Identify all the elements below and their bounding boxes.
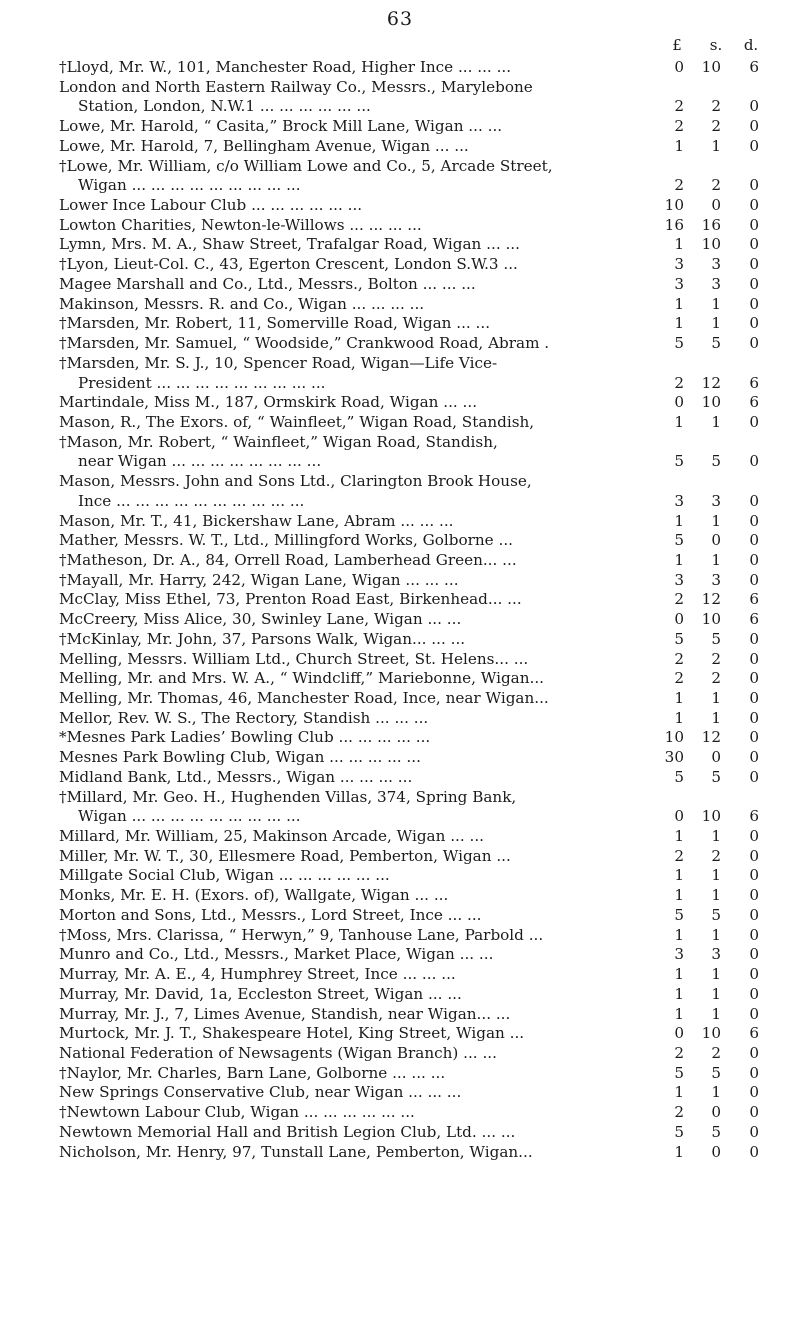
pence-amount: 6 — [749, 393, 759, 412]
list-item — [0, 314, 800, 334]
pence-amount: 0 — [749, 412, 759, 431]
shillings-amount: 5 — [711, 1122, 721, 1141]
entry-text: Mather, Messrs. W. T., Ltd., Millingford Works, Golborne ... — [59, 531, 513, 550]
entry-text: President ... ... ... ... ... ... ... ... ... — [78, 373, 326, 392]
pounds-amount: 2 — [674, 1103, 684, 1122]
pounds-amount: 3 — [674, 570, 684, 589]
entry-text: Millard, Mr. William, 25, Makinson Arcade, Wigan ... ... — [59, 827, 485, 846]
pounds-amount: 1 — [674, 708, 684, 727]
pence-amount: 0 — [749, 984, 759, 1003]
shillings-amount: 0 — [711, 748, 721, 767]
pounds-amount: 3 — [674, 255, 684, 274]
shillings-amount: 3 — [711, 491, 721, 510]
pounds-amount: 1 — [674, 866, 684, 885]
entry-text: Lymn, Mrs. M. A., Shaw Street, Trafalgar Road, Wigan ... ... — [59, 235, 520, 254]
pence-amount: 0 — [749, 846, 759, 865]
list-item — [0, 768, 800, 788]
pounds-amount: 2 — [674, 97, 684, 116]
pounds-amount: 1 — [674, 235, 684, 254]
pence-amount: 0 — [749, 669, 759, 688]
pence-amount: 0 — [749, 728, 759, 747]
entry-text: †Millard, Mr. Geo. H., Hughenden Villas, 374, Spring Bank, — [59, 787, 517, 806]
entry-text: Mesnes Park Bowling Club, Wigan ... ... ... ... ... — [59, 748, 421, 767]
list-item — [0, 985, 800, 1005]
shillings-amount: 10 — [701, 58, 721, 76]
entry-text: Murray, Mr. J., 7, Limes Avenue, Standish, near Wigan... ... — [59, 1004, 511, 1023]
pounds-amount: 1 — [674, 984, 684, 1003]
entry-text: †Naylor, Mr. Charles, Barn Lane, Golborne ... ... ... — [59, 1063, 446, 1082]
pounds-amount: 1 — [674, 1083, 684, 1102]
entry-text: †McKinlay, Mr. John, 37, Parsons Walk, Wigan... ... ... — [59, 629, 466, 648]
shillings-amount: 5 — [711, 629, 721, 648]
entry-text: †Marsden, Mr. Robert, 11, Somerville Road, Wigan ... ... — [59, 314, 491, 333]
pounds-amount: 1 — [674, 925, 684, 944]
pounds-amount: 0 — [674, 393, 684, 412]
shillings-amount: 2 — [711, 669, 721, 688]
entry-text: National Federation of Newsagents (Wigan Branch) ... ... — [59, 1043, 497, 1062]
pounds-amount: 5 — [674, 452, 684, 471]
pounds-amount: 1 — [674, 511, 684, 530]
shillings-amount: 0 — [711, 1103, 721, 1122]
shillings-header: s. — [709, 36, 723, 54]
pence-amount: 0 — [749, 925, 759, 944]
pence-amount: 0 — [749, 767, 759, 786]
entry-text: †Marsden, Mr. S. J., 10, Spencer Road, Wigan—Life Vice- — [59, 353, 498, 372]
entry-text: Murtock, Mr. J. T., Shakespeare Hotel, King Street, Wigan ... — [59, 1024, 525, 1043]
shillings-amount: 12 — [701, 590, 721, 609]
page-number: 63 — [386, 8, 414, 30]
entry-text: near Wigan ... ... ... ... ... ... ... ... — [78, 452, 322, 471]
list-item — [0, 275, 800, 295]
pence-amount: 0 — [749, 334, 759, 353]
list-item — [0, 117, 800, 137]
pence-amount: 0 — [749, 1103, 759, 1122]
shillings-amount: 10 — [701, 1024, 721, 1043]
shillings-amount: 1 — [711, 866, 721, 885]
pence-amount: 0 — [749, 570, 759, 589]
pounds-amount: 5 — [674, 767, 684, 786]
pounds-amount: 3 — [674, 945, 684, 964]
pounds-amount: 1 — [674, 294, 684, 313]
list-item — [0, 78, 800, 98]
pence-amount: 6 — [749, 807, 759, 826]
shillings-amount: 2 — [711, 97, 721, 116]
list-item — [0, 1123, 800, 1143]
list-item — [0, 413, 800, 433]
shillings-amount: 3 — [711, 255, 721, 274]
entry-text: Nicholson, Mr. Henry, 97, Tunstall Lane, Pemberton, Wigan... — [59, 1142, 533, 1161]
pence-amount: 0 — [749, 905, 759, 924]
entry-text: Lowe, Mr. Harold, 7, Bellingham Avenue, Wigan ... ... — [59, 136, 469, 155]
shillings-amount: 2 — [711, 846, 721, 865]
list-item — [0, 610, 800, 630]
pence-amount: 0 — [749, 649, 759, 668]
pounds-amount: 5 — [674, 1063, 684, 1082]
pounds-amount: 1 — [674, 412, 684, 431]
shillings-amount: 2 — [711, 117, 721, 136]
pounds-amount: 3 — [674, 491, 684, 510]
shillings-amount: 5 — [711, 334, 721, 353]
pounds-amount: 0 — [674, 610, 684, 629]
shillings-amount: 1 — [711, 1004, 721, 1023]
shillings-amount: 5 — [711, 452, 721, 471]
entry-text: Mason, Mr. T., 41, Bickershaw Lane, Abram ... ... ... — [59, 511, 454, 530]
pence-amount: 6 — [749, 610, 759, 629]
shillings-amount: 1 — [711, 708, 721, 727]
pence-amount: 0 — [749, 511, 759, 530]
entry-text: McClay, Miss Ethel, 73, Prenton Road East, Birkenhead... ... — [59, 590, 522, 609]
entry-text: Mellor, Rev. W. S., The Rectory, Standish ... ... ... — [59, 708, 429, 727]
entry-text: *Mesnes Park Ladies’ Bowling Club ... ... ... ... ... — [59, 728, 431, 747]
list-item — [0, 866, 800, 886]
entry-text: McCreery, Miss Alice, 30, Swinley Lane, Wigan ... ... — [59, 610, 462, 629]
shillings-amount: 1 — [711, 550, 721, 569]
shillings-amount: 2 — [711, 1043, 721, 1062]
shillings-amount: 1 — [711, 1083, 721, 1102]
entry-text: Magee Marshall and Co., Ltd., Messrs., Bolton ... ... ... — [59, 274, 476, 293]
list-item — [0, 433, 800, 453]
list-item — [0, 669, 800, 689]
list-item — [0, 571, 800, 591]
pounds-amount: 0 — [674, 58, 684, 76]
shillings-amount: 0 — [711, 196, 721, 215]
entry-text: †Moss, Mrs. Clarissa, “ Herwyn,” 9, Tanhouse Lane, Parbold ... — [59, 925, 544, 944]
entry-text: Martindale, Miss M., 187, Ormskirk Road, Wigan ... ... — [59, 393, 478, 412]
entry-text: Mason, R., The Exors. of, “ Wainfleet,” Wigan Road, Standish, — [59, 412, 535, 431]
pence-amount: 0 — [749, 965, 759, 984]
list-item — [0, 728, 800, 748]
pounds-amount: 2 — [674, 1043, 684, 1062]
pence-amount: 0 — [749, 629, 759, 648]
pence-amount: 6 — [749, 58, 759, 76]
entry-text: †Lloyd, Mr. W., 101, Manchester Road, Higher Ince ... ... ... — [59, 58, 512, 76]
list-item — [0, 827, 800, 847]
list-item — [0, 1005, 800, 1025]
shillings-amount: 2 — [711, 176, 721, 195]
entry-text: Melling, Mr. Thomas, 46, Manchester Road, Ince, near Wigan... — [59, 689, 549, 707]
list-item — [0, 709, 800, 729]
pence-amount: 0 — [749, 215, 759, 234]
list-item — [0, 945, 800, 965]
pounds-amount: 5 — [674, 531, 684, 550]
pence-amount: 0 — [749, 689, 759, 707]
shillings-amount: 10 — [701, 393, 721, 412]
pence-amount: 6 — [749, 1024, 759, 1043]
shillings-amount: 1 — [711, 689, 721, 707]
entry-text: †Marsden, Mr. Samuel, “ Woodside,” Crankwood Road, Abram . — [59, 334, 550, 353]
pence-amount: 0 — [749, 97, 759, 116]
pence-amount: 0 — [749, 1063, 759, 1082]
pence-amount: 0 — [749, 274, 759, 293]
pence-amount: 0 — [749, 491, 759, 510]
pounds-amount: 2 — [674, 649, 684, 668]
pence-amount: 0 — [749, 1043, 759, 1062]
list-item — [0, 216, 800, 236]
list-item — [0, 906, 800, 926]
pounds-amount: 2 — [674, 176, 684, 195]
pence-amount: 0 — [749, 117, 759, 136]
pounds-amount: 5 — [674, 1122, 684, 1141]
list-item — [0, 689, 800, 709]
pence-amount: 0 — [749, 255, 759, 274]
list-item — [0, 472, 800, 492]
pounds-amount: 0 — [674, 1024, 684, 1043]
entry-text: Millgate Social Club, Wigan ... ... ... ... ... ... — [59, 866, 390, 885]
entry-text: Morton and Sons, Ltd., Messrs., Lord Street, Ince ... ... — [59, 905, 482, 924]
entry-text: Midland Bank, Ltd., Messrs., Wigan ... ... ... ... — [59, 767, 413, 786]
entry-text: †Lowe, Mr. William, c/o William Lowe and Co., 5, Arcade Street, — [59, 156, 553, 175]
pounds-amount: 1 — [674, 136, 684, 155]
entry-text: Murray, Mr. David, 1a, Eccleston Street, Wigan ... ... — [59, 984, 462, 1003]
pence-amount: 0 — [749, 748, 759, 767]
pence-amount: 0 — [749, 1083, 759, 1102]
list-item — [0, 235, 800, 255]
list-item — [0, 255, 800, 275]
pounds-amount: 3 — [674, 274, 684, 293]
entry-text: Murray, Mr. A. E., 4, Humphrey Street, Ince ... ... ... — [59, 965, 456, 984]
list-item — [0, 196, 800, 216]
pounds-amount: 1 — [674, 886, 684, 905]
pence-amount: 0 — [749, 235, 759, 254]
list-item — [0, 1083, 800, 1103]
shillings-amount: 0 — [711, 531, 721, 550]
entry-text: Lowton Charities, Newton-le-Willows ... ... ... ... — [59, 215, 422, 234]
list-item — [0, 926, 800, 946]
entry-text: †Newtown Labour Club, Wigan ... ... ... ... ... ... — [59, 1103, 415, 1122]
shillings-amount: 16 — [701, 215, 721, 234]
pence-amount: 0 — [749, 945, 759, 964]
pence-amount: 0 — [749, 827, 759, 846]
shillings-amount: 0 — [711, 1142, 721, 1161]
shillings-amount: 10 — [701, 610, 721, 629]
shillings-amount: 5 — [711, 905, 721, 924]
list-item — [0, 1024, 800, 1044]
pounds-amount: 2 — [674, 846, 684, 865]
pounds-amount: 10 — [664, 728, 684, 747]
entry-text: Monks, Mr. E. H. (Exors. of), Wallgate, Wigan ... ... — [59, 886, 449, 905]
list-item — [0, 886, 800, 906]
shillings-amount: 5 — [711, 767, 721, 786]
entry-text: †Matheson, Dr. A., 84, Orrell Road, Lamberhead Green... ... — [59, 550, 517, 569]
pounds-amount: 2 — [674, 669, 684, 688]
pounds-amount: 2 — [674, 373, 684, 392]
entry-text: Miller, Mr. W. T., 30, Ellesmere Road, Pemberton, Wigan ... — [59, 846, 511, 865]
list-item — [0, 551, 800, 571]
list-item — [0, 393, 800, 413]
shillings-amount: 1 — [711, 412, 721, 431]
pence-amount: 0 — [749, 1142, 759, 1161]
entry-text: Ince ... ... ... ... ... ... ... ... ... ... — [78, 491, 305, 510]
entry-text: Wigan ... ... ... ... ... ... ... ... ... — [78, 807, 301, 826]
pence-amount: 0 — [749, 1122, 759, 1141]
entry-text: Melling, Messrs. William Ltd., Church Street, St. Helens... ... — [59, 649, 529, 668]
list-item-continuation — [0, 807, 800, 827]
entry-text: †Mayall, Mr. Harry, 242, Wigan Lane, Wigan ... ... ... — [59, 570, 459, 589]
shillings-amount: 1 — [711, 984, 721, 1003]
list-item — [0, 157, 800, 177]
pence-amount: 6 — [749, 590, 759, 609]
pounds-amount: 5 — [674, 905, 684, 924]
pounds-amount: 0 — [674, 807, 684, 826]
entry-text: Mason, Messrs. John and Sons Ltd., Clarington Brook House, — [59, 472, 532, 491]
shillings-amount: 1 — [711, 925, 721, 944]
shillings-amount: 1 — [711, 314, 721, 333]
pence-amount: 0 — [749, 708, 759, 727]
list-item — [0, 334, 800, 354]
list-item — [0, 630, 800, 650]
entry-text: Newtown Memorial Hall and British Legion Club, Ltd. ... ... — [59, 1122, 516, 1141]
list-item — [0, 650, 800, 670]
list-item — [0, 847, 800, 867]
pounds-amount: 5 — [674, 629, 684, 648]
pounds-amount: 2 — [674, 590, 684, 609]
list-item — [0, 590, 800, 610]
shillings-amount: 3 — [711, 945, 721, 964]
pounds-amount: 1 — [674, 550, 684, 569]
pence-amount: 0 — [749, 886, 759, 905]
pence-amount: 0 — [749, 196, 759, 215]
pounds-header: £ — [672, 36, 682, 54]
list-item — [0, 748, 800, 768]
pounds-amount: 5 — [674, 334, 684, 353]
shillings-amount: 1 — [711, 886, 721, 905]
pounds-amount: 1 — [674, 689, 684, 707]
shillings-amount: 1 — [711, 294, 721, 313]
pounds-amount: 1 — [674, 827, 684, 846]
list-item-continuation — [0, 176, 800, 196]
pounds-amount: 2 — [674, 117, 684, 136]
entry-text: †Lyon, Lieut-Col. C., 43, Egerton Crescent, London S.W.3 ... — [59, 255, 518, 274]
list-item — [0, 788, 800, 808]
list-item — [0, 137, 800, 157]
pounds-amount: 1 — [674, 1004, 684, 1023]
entry-text: New Springs Conservative Club, near Wigan ... ... ... — [59, 1083, 462, 1102]
pounds-amount: 1 — [674, 1142, 684, 1161]
pence-amount: 0 — [749, 866, 759, 885]
list-item-continuation — [0, 492, 800, 512]
subscriber-list — [0, 58, 800, 1162]
list-item — [0, 512, 800, 532]
list-item — [0, 1044, 800, 1064]
pence-amount: 0 — [749, 550, 759, 569]
entry-text: Lowe, Mr. Harold, “ Casita,” Brock Mill Lane, Wigan ... ... — [59, 117, 503, 136]
shillings-amount: 5 — [711, 1063, 721, 1082]
list-item — [0, 58, 800, 78]
pounds-amount: 1 — [674, 314, 684, 333]
shillings-amount: 1 — [711, 827, 721, 846]
list-item — [0, 1103, 800, 1123]
list-item-continuation — [0, 374, 800, 394]
shillings-amount: 2 — [711, 649, 721, 668]
shillings-amount: 12 — [701, 373, 721, 392]
currency-column-headers — [660, 36, 770, 56]
pounds-amount: 30 — [664, 748, 684, 767]
list-item — [0, 531, 800, 551]
entry-text: Melling, Mr. and Mrs. W. A., “ Windcliff,” Mariebonne, Wigan... — [59, 669, 544, 688]
list-item — [0, 1064, 800, 1084]
list-item — [0, 965, 800, 985]
shillings-amount: 1 — [711, 511, 721, 530]
shillings-amount: 3 — [711, 274, 721, 293]
entry-text: †Mason, Mr. Robert, “ Wainfleet,” Wigan Road, Standish, — [59, 432, 498, 451]
entry-text: Lower Ince Labour Club ... ... ... ... ... ... — [59, 196, 363, 215]
list-item-continuation — [0, 452, 800, 472]
pence-header: d. — [743, 36, 759, 54]
pence-amount: 0 — [749, 1004, 759, 1023]
list-item — [0, 295, 800, 315]
list-item — [0, 354, 800, 374]
pounds-amount: 10 — [664, 196, 684, 215]
pence-amount: 0 — [749, 176, 759, 195]
list-item-continuation — [0, 97, 800, 117]
entry-text: Station, London, N.W.1 ... ... ... ... ... ... — [78, 97, 371, 116]
pence-amount: 6 — [749, 373, 759, 392]
entry-text: London and North Eastern Railway Co., Messrs., Marylebone — [59, 77, 533, 96]
shillings-amount: 10 — [701, 807, 721, 826]
shillings-amount: 10 — [701, 235, 721, 254]
list-item — [0, 1143, 800, 1163]
pence-amount: 0 — [749, 136, 759, 155]
pence-amount: 0 — [749, 452, 759, 471]
entry-text: Wigan ... ... ... ... ... ... ... ... ... — [78, 176, 301, 195]
pence-amount: 0 — [749, 314, 759, 333]
pence-amount: 0 — [749, 531, 759, 550]
pounds-amount: 1 — [674, 965, 684, 984]
entry-text: Makinson, Messrs. R. and Co., Wigan ... ... ... ... — [59, 294, 425, 313]
shillings-amount: 1 — [711, 965, 721, 984]
pence-amount: 0 — [749, 294, 759, 313]
entry-text: Munro and Co., Ltd., Messrs., Market Place, Wigan ... ... — [59, 945, 494, 964]
shillings-amount: 3 — [711, 570, 721, 589]
shillings-amount: 12 — [701, 728, 721, 747]
pounds-amount: 16 — [664, 215, 684, 234]
shillings-amount: 1 — [711, 136, 721, 155]
